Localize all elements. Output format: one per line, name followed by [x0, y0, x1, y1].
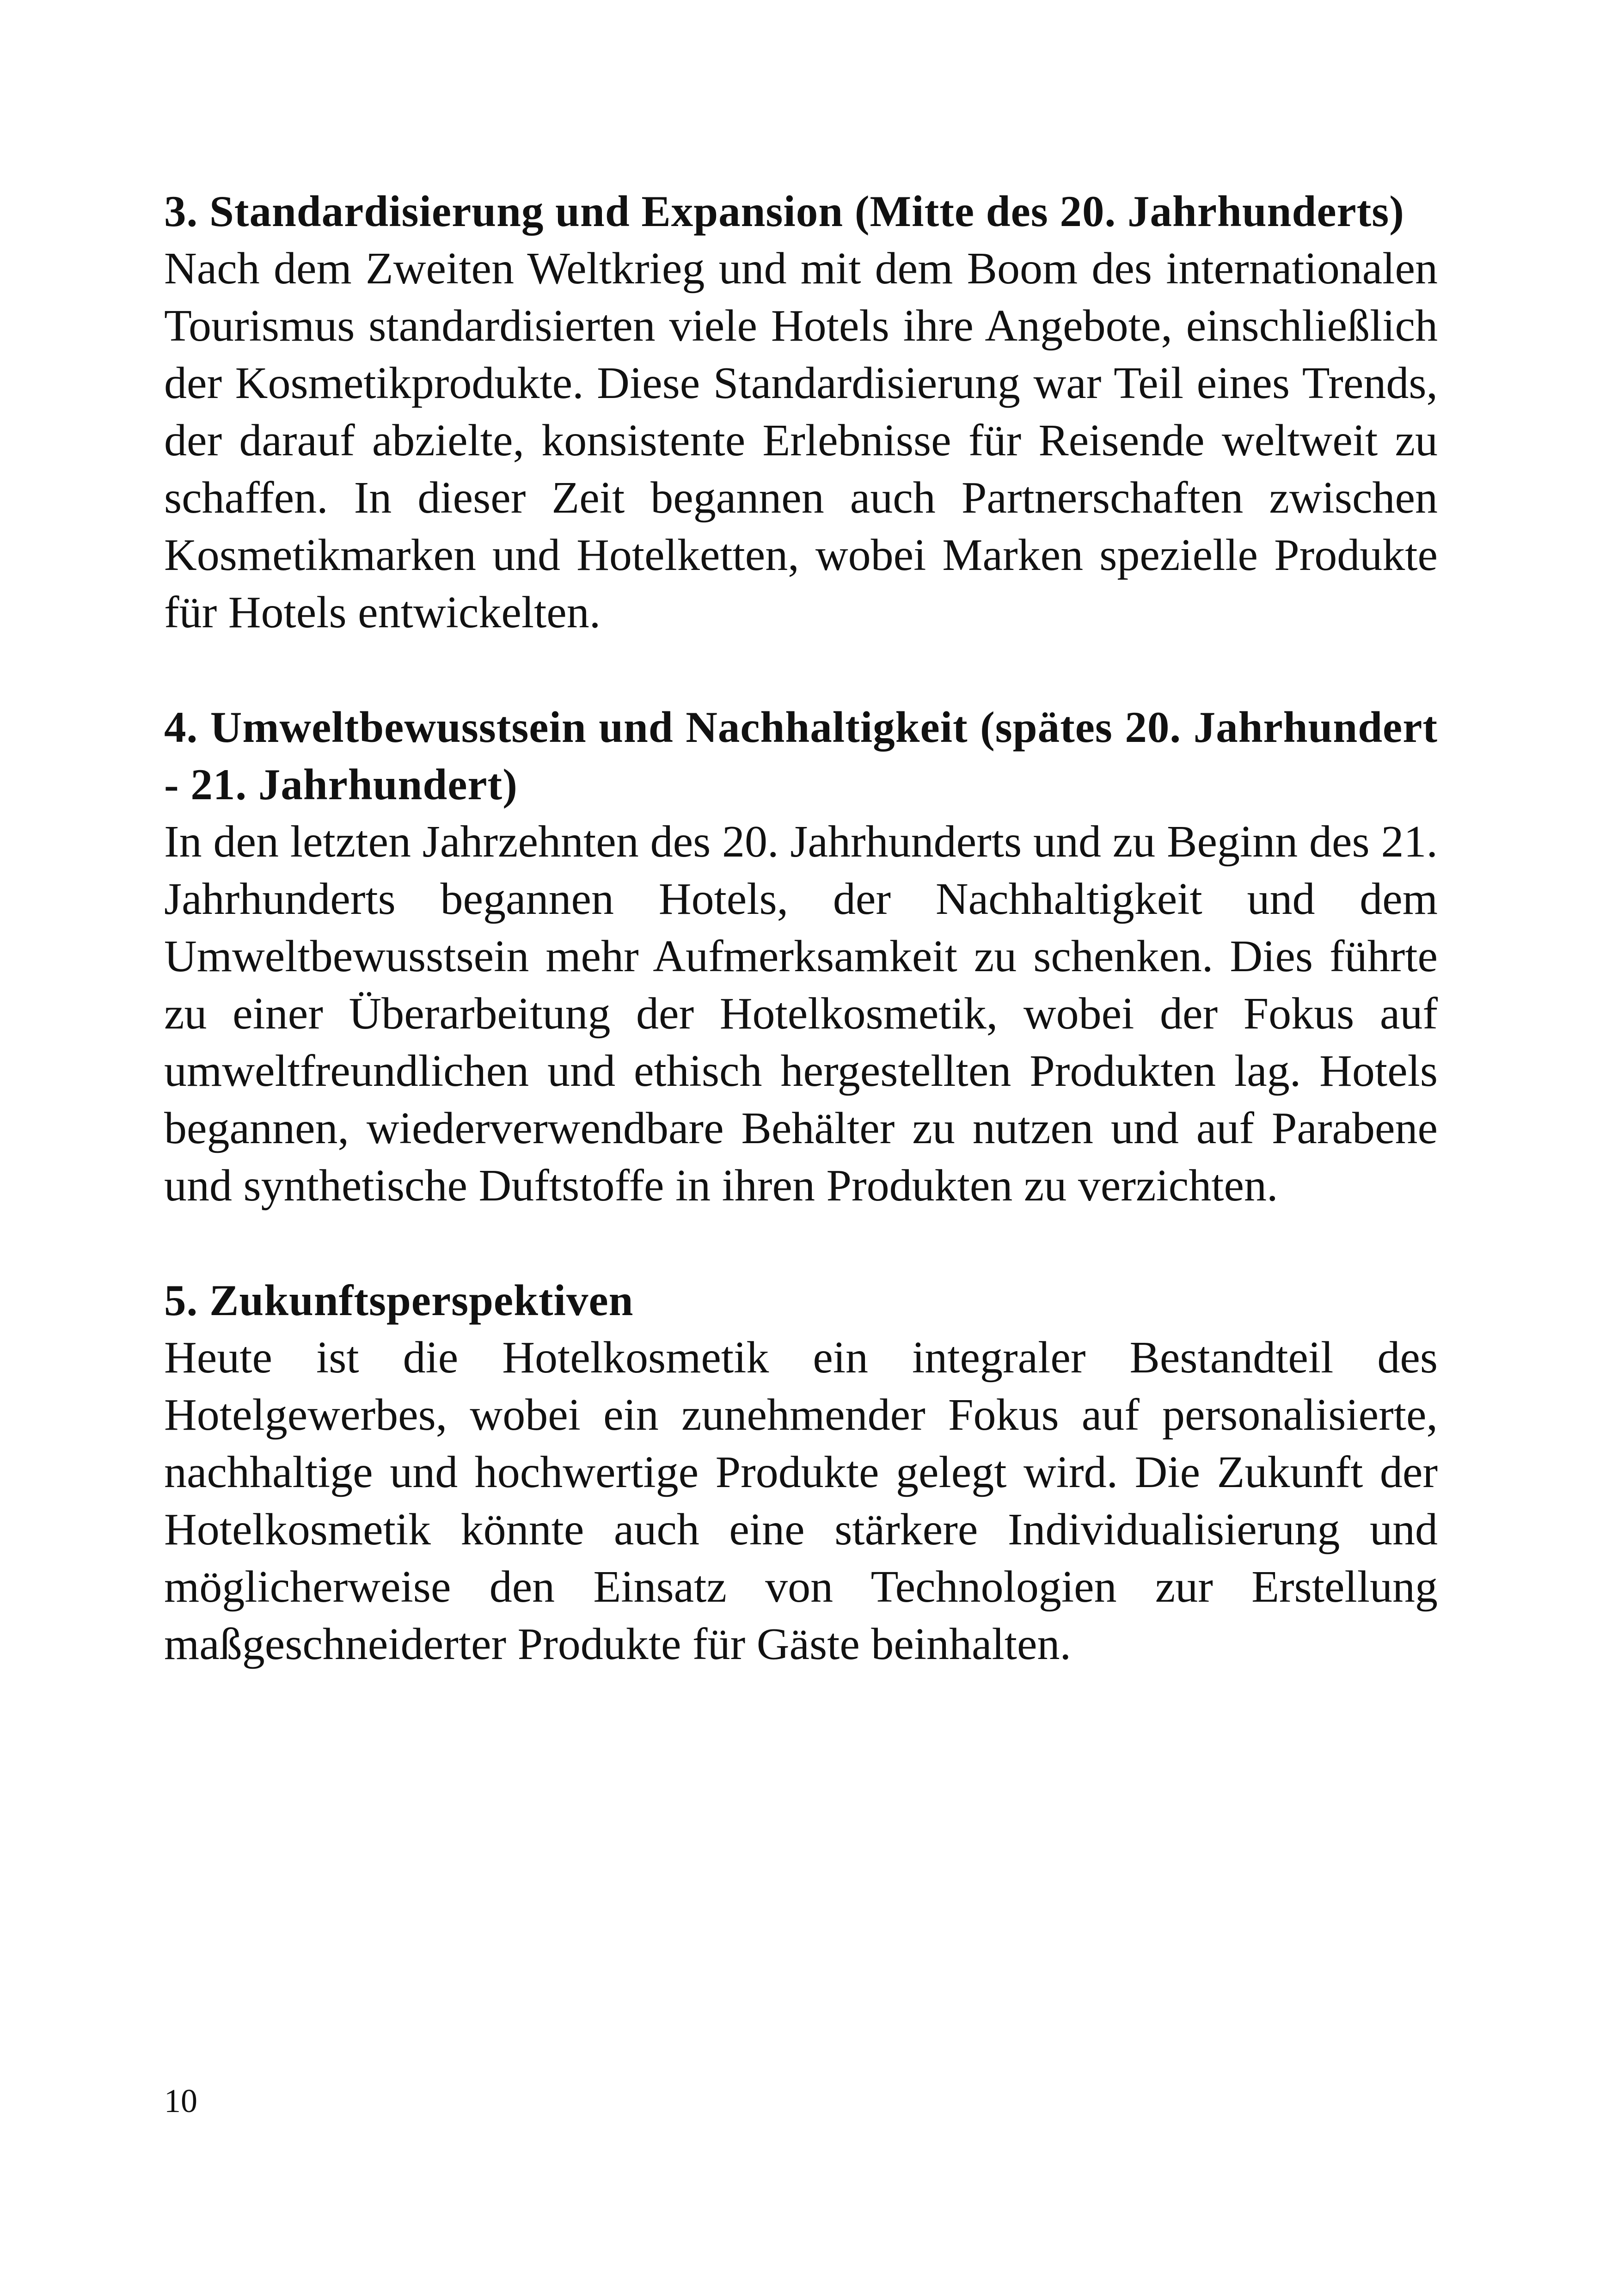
- section-heading: 4. Umweltbewusstsein und Nachhaltigkeit (spätes 20. Jahrhundert - 21. Jahrhundert): [164, 703, 1438, 809]
- section-body: In den letzten Jahrzehnten des 20. Jahrhunderts und zu Beginn des 21. Jahrhunderts begannen Hotels, der Nachhaltigkeit und dem Umweltbewusstsein mehr Aufmerksamkeit zu schenken. Dies führte zu einer Überarbeitung der Hotelkosmetik, wobei der Fokus auf umweltfreundlichen und ethisch hergestellten Produkten lag. Hotels begannen, wiederverwendbare Behälter zu nutzen und auf Parabene und synthetische Duftstoffe in ihren Produkten zu verzichten.: [164, 817, 1438, 1211]
- page-content: [164, 183, 1438, 1730]
- section-umweltbewusstsein: [164, 698, 1438, 1214]
- section-body: Heute ist die Hotelkosmetik ein integraler Bestandteil des Hotelgewerbes, wobei ein zunehmender Fokus auf personalisierte, nachhaltige und hochwertige Produkte gelegt wird. Die Zukunft der Hotelkosmetik könnte auch eine stärkere Individualisierung und möglicherweise den Einsatz von Technologien zur Erstellung maßgeschneiderter Produkte für Gäste beinhalten.: [164, 1333, 1438, 1669]
- section-heading: 3. Standardisierung und Expansion (Mitte des 20. Jahrhunderts): [164, 187, 1404, 236]
- section-zukunftsperspektiven: [164, 1272, 1438, 1673]
- page-number: 10: [164, 2082, 197, 2119]
- section-standardisierung: [164, 183, 1438, 641]
- section-body: Nach dem Zweiten Weltkrieg und mit dem Boom des internationalen Tourismus standardisierten viele Hotels ihre Angebote, einschließlich der Kosmetikprodukte. Diese Standardisierung war Teil eines Trends, der darauf abzielte, konsistente Erlebnisse für Reisende weltweit zu schaffen. In dieser Zeit begannen auch Partnerschaften zwischen Kosmetikmarken und Hotelketten, wobei Marken spezielle Produkte für Hotels entwickelten.: [164, 244, 1438, 637]
- section-heading: 5. Zukunftsperspektiven: [164, 1276, 634, 1325]
